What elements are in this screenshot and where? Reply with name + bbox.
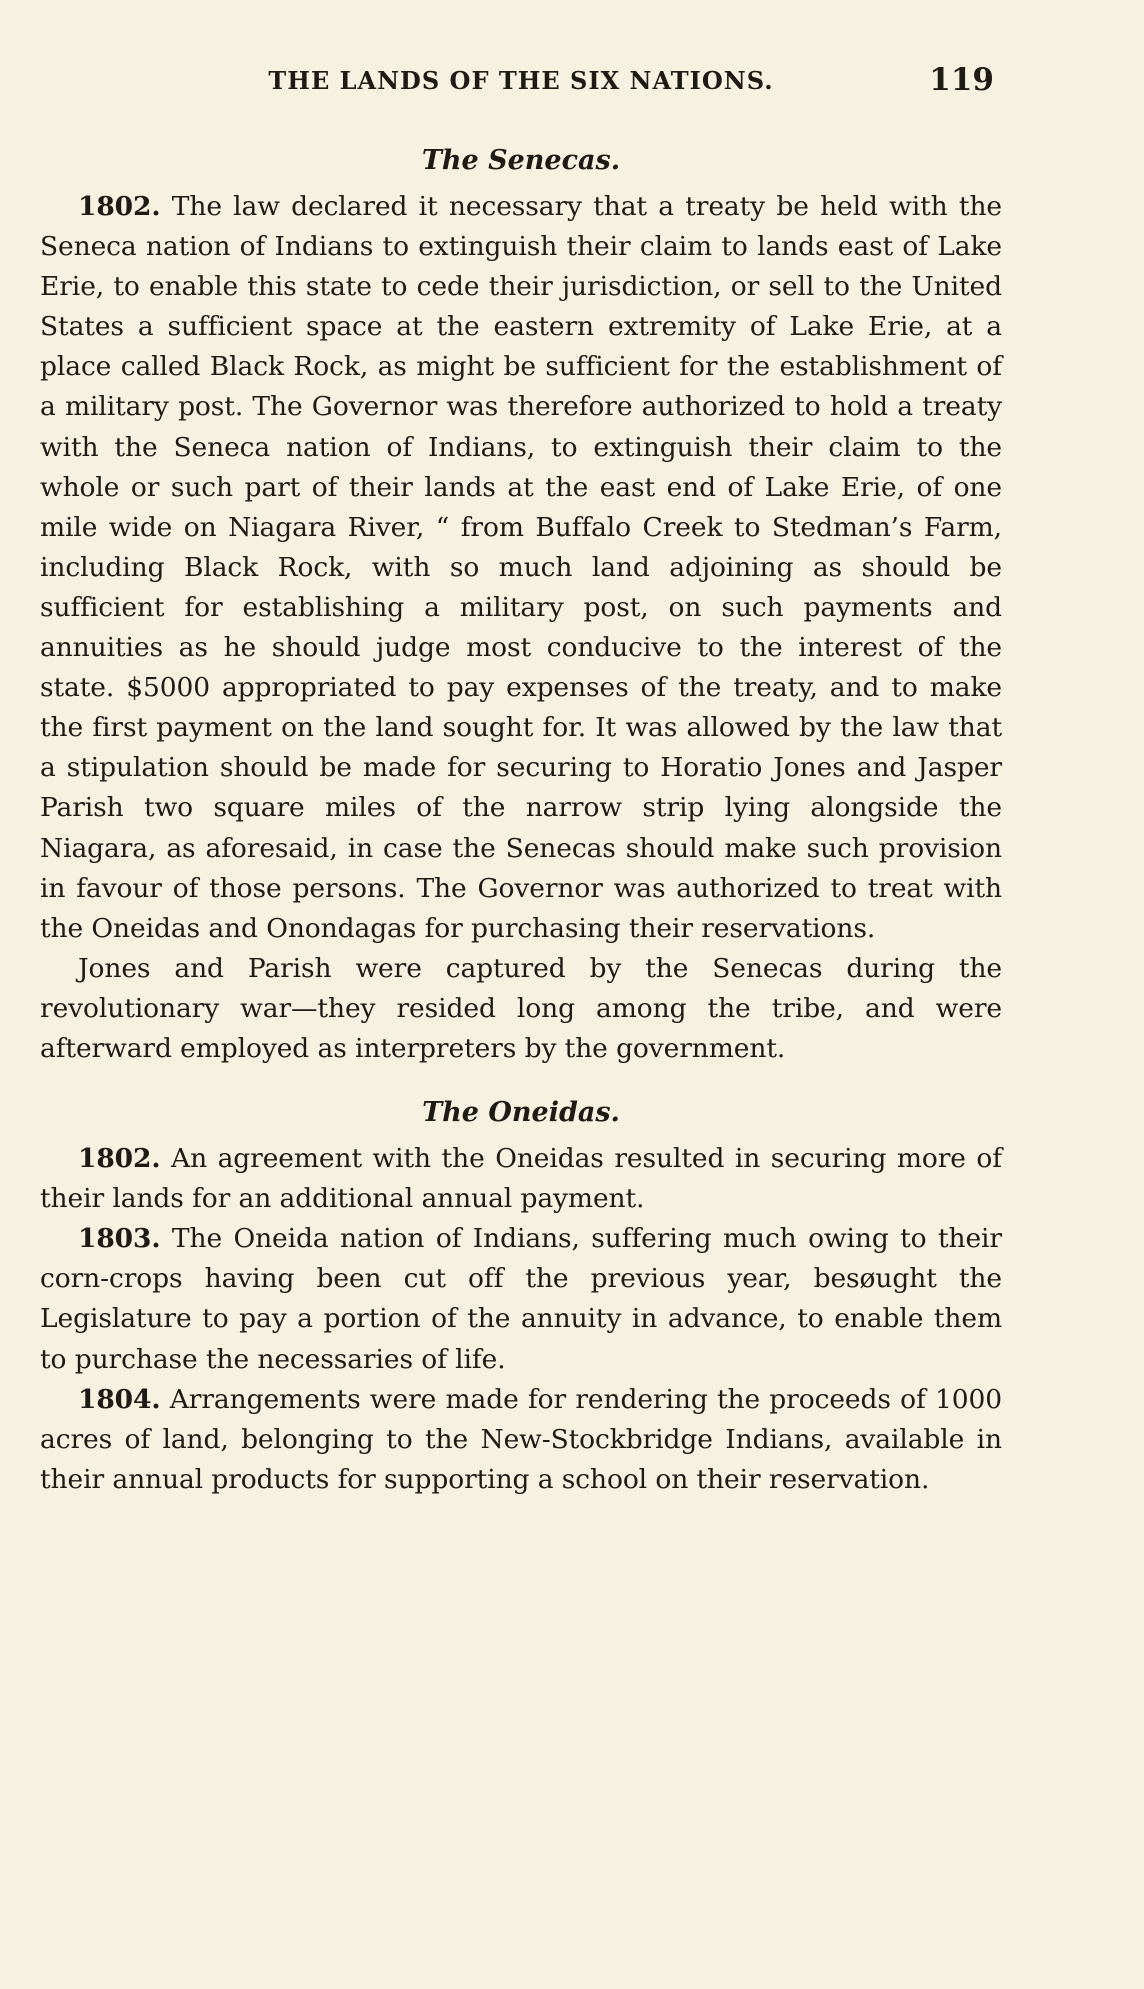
book-page bbox=[40, 60, 1002, 1500]
paragraph-text: Jones and Parish were captured by the Senecas during the revolutionary war—they resided long among the tribe, and were afterward employed as interpreters by the government. bbox=[40, 952, 1002, 1064]
paragraph bbox=[40, 949, 1002, 1069]
paragraph-text: The Oneida nation of Indians, suffering much owing to their corn-crops having been cut off the previous year, besøught the Legislature to pay a portion of the annuity in advance, to enable them to purchase the necessaries of life. bbox=[40, 1223, 1002, 1375]
section-title: The Oneidas. bbox=[422, 1097, 620, 1129]
running-header bbox=[40, 60, 1002, 106]
section-title: The Senecas. bbox=[421, 145, 621, 176]
paragraph bbox=[40, 1219, 1002, 1379]
paragraph-text: An agreement with the Oneidas resulted in securing more of their lands for an additional annual payment. bbox=[40, 1143, 1002, 1215]
running-title: THE LANDS OF THE SIX NATIONS. bbox=[268, 66, 774, 95]
year-label: 1804. bbox=[78, 1383, 161, 1415]
paragraph bbox=[40, 1139, 1002, 1219]
year-label: 1803. bbox=[78, 1223, 161, 1255]
section-senecas bbox=[40, 141, 1002, 1069]
year-label: 1802. bbox=[78, 191, 161, 222]
paragraph bbox=[40, 1380, 1002, 1500]
year-label: 1802. bbox=[78, 1143, 161, 1175]
paragraph bbox=[40, 187, 1002, 949]
paragraph-text: The law declared it necessary that a treaty be held with the Seneca nation of Indians to extinguish their claim to lands east of Lake Erie, to enable this state to cede their jurisdiction, or sell to the United States a sufficient space at the eastern extremity of Lake Erie, at a place called Black Rock, as might be sufficient for the establishment of a military post. The Governor was therefore authorized to hold a treaty with the Seneca nation of Indians, to extinguish their claim to the whole or such part of their lands at the east end of Lake Erie, of one mile wide on Niagara River, “ from Buffalo Creek to Stedman’s Farm, including Black Rock, with so much land adjoining as should be sufficient for establishing a military post, on such payments and annuities as he should judge most conducive to the interest of the state. $5000 appropriated to pay expenses of the treaty, and to make the first payment on the land sought for. It was allowed by the law that a stipulation should be made for securing to Horatio Jones and Jasper Parish two square miles of the narrow strip lying alongside the Niagara, as aforesaid, in case the Senecas should make such provision in favour of those persons. The Governor was authorized to treat with the Oneidas and Onondagas for purchasing their reservations. bbox=[40, 191, 1002, 944]
paragraph-text: Arrangements were made for rendering the proceeds of 1000 acres of land, belonging to the New-Stockbridge Indians, available in their annual products for supporting a school on their reservation. bbox=[40, 1383, 1002, 1495]
page-number: 119 bbox=[929, 62, 994, 98]
section-oneidas bbox=[40, 1093, 1002, 1500]
